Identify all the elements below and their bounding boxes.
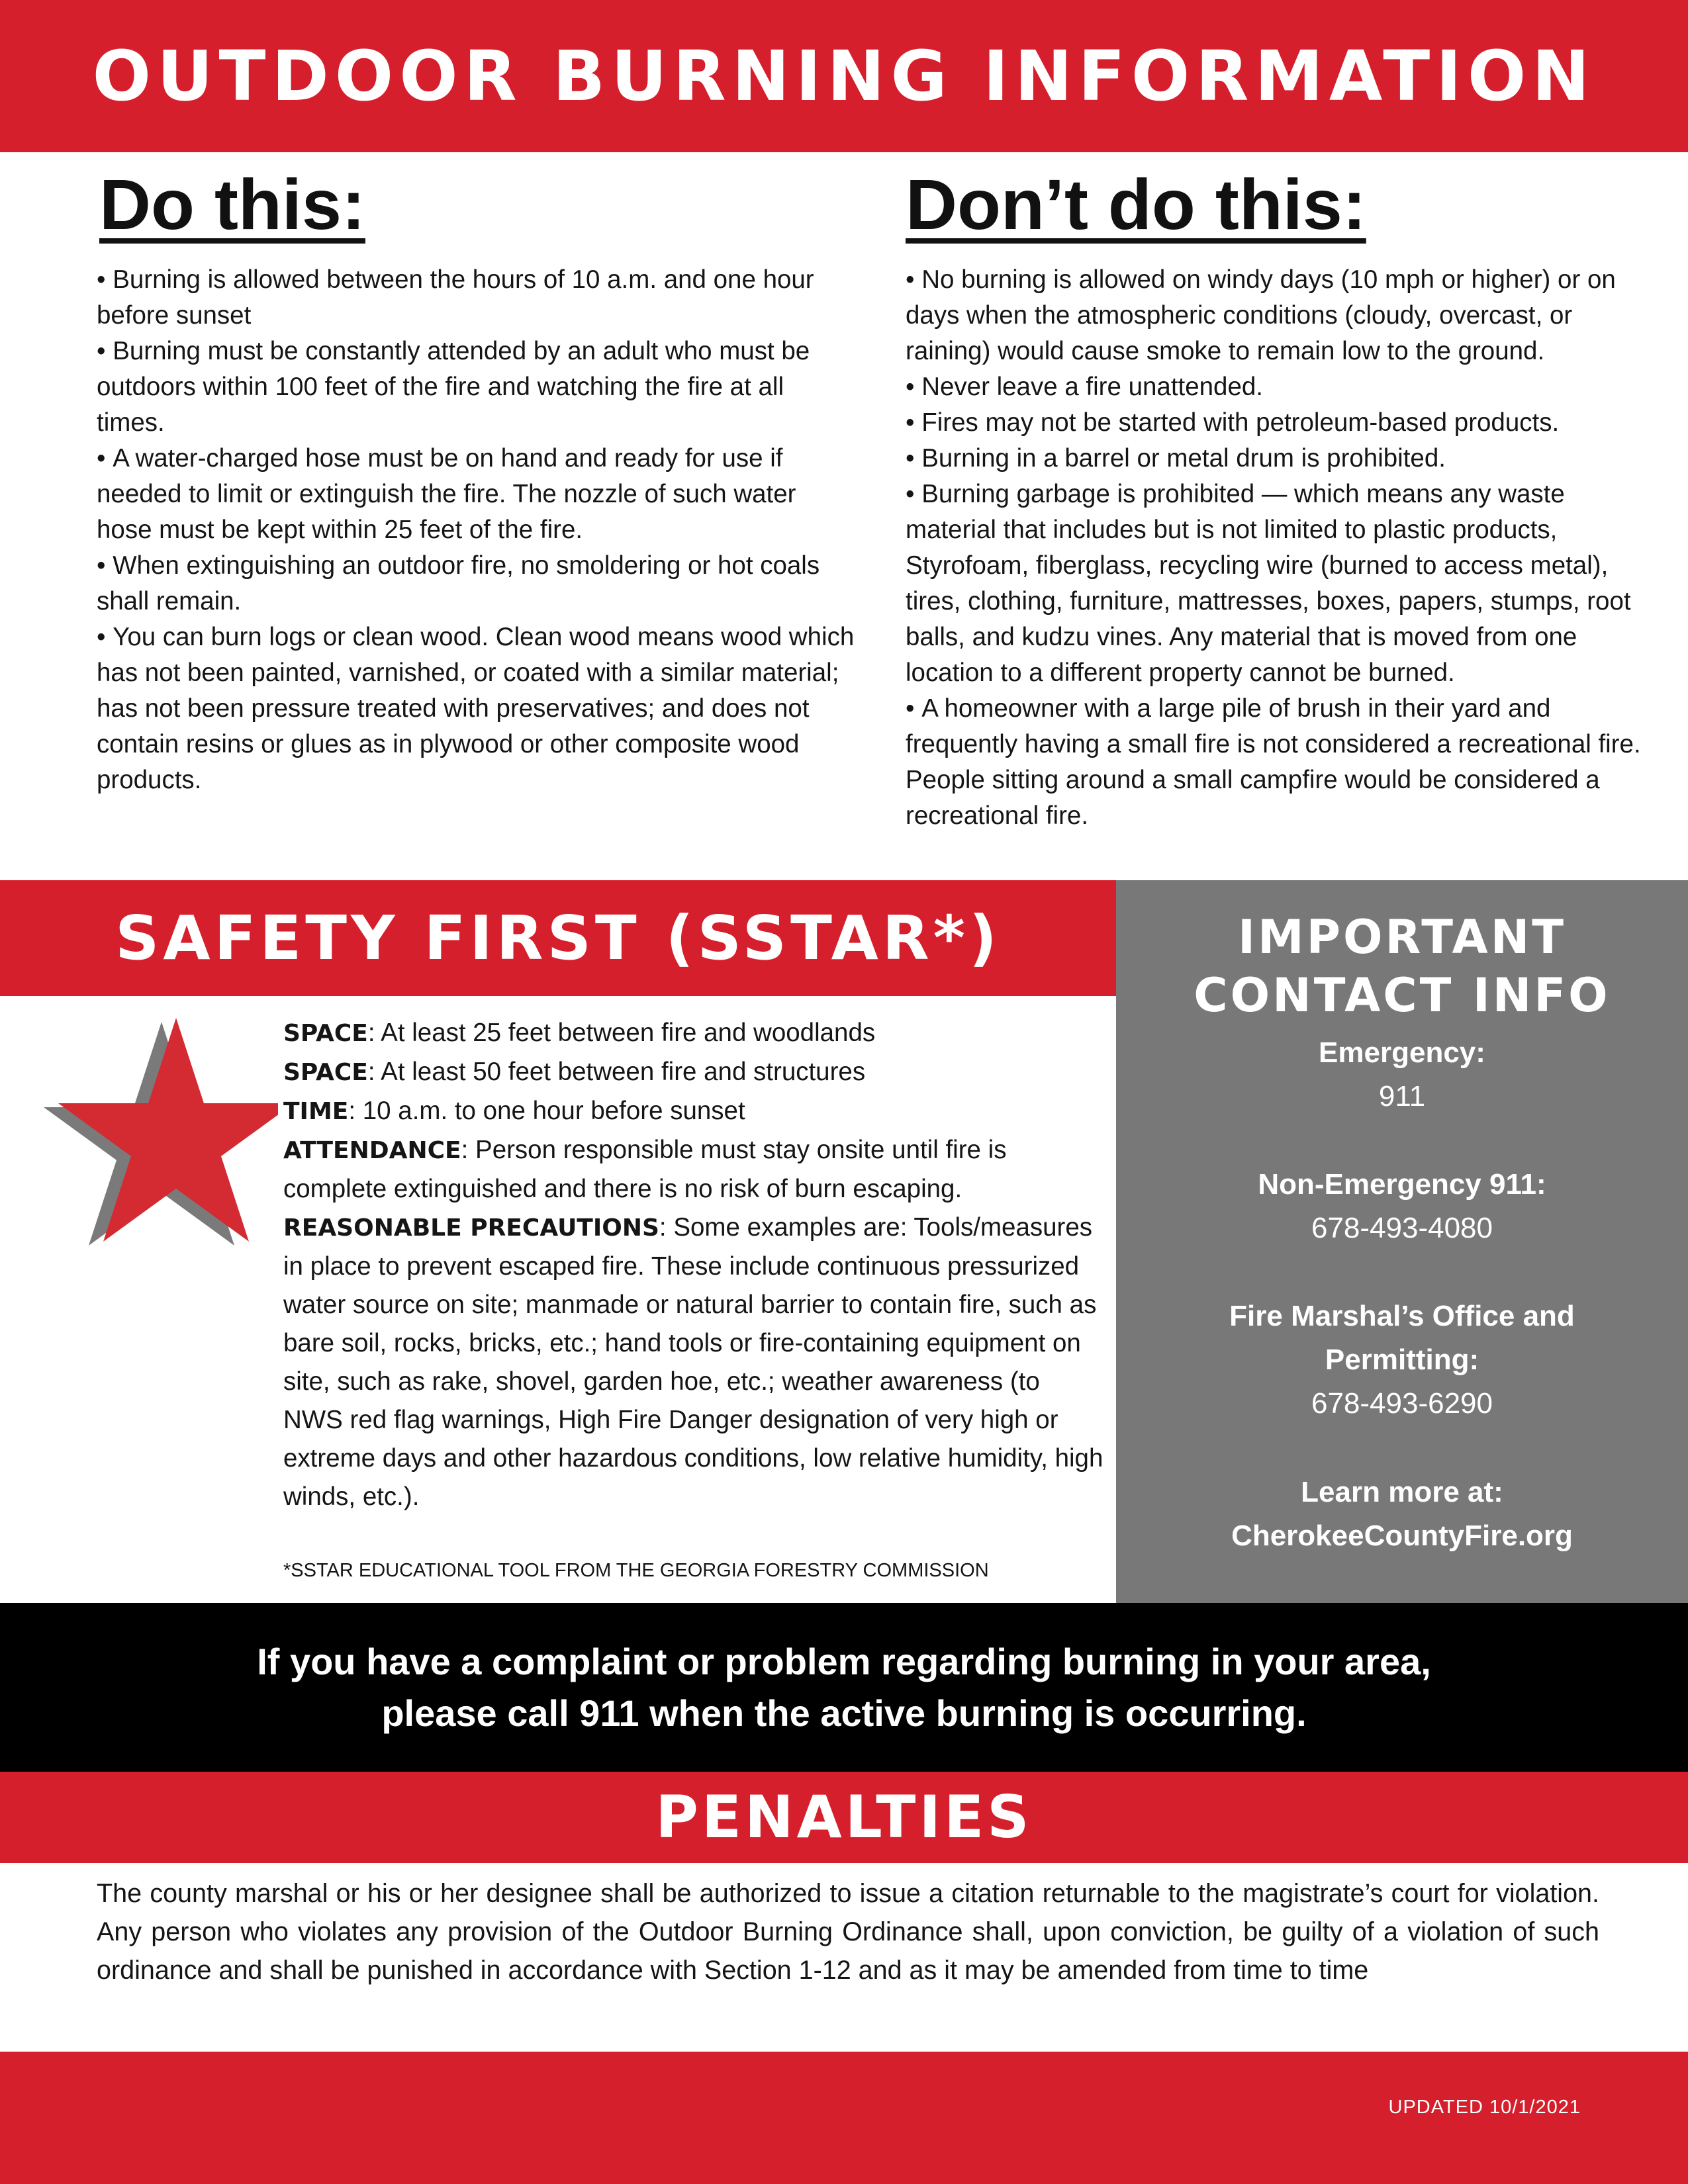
do-this-list [97,262,858,798]
header-banner [0,0,1688,152]
learn-more-label: Learn more at: [1301,1476,1503,1508]
list-item: • You can burn logs or clean wood. Clean wood means wood which has not been painted, varnished, or coated with a similar material; has not been pressure treated with preservatives; and does not contain resins or glues as in plywood or other composite wood products. [97,619,858,798]
list-item: • Burning in a barrel or metal drum is prohibited. [906,441,1660,477]
updated-date: UPDATED 10/1/2021 [1388,2097,1581,2118]
penalties-title: PENALTIES [655,1783,1033,1851]
list-item: • A homeowner with a large pile of brush in their yard and frequently having a small fire is not considered a recreational fire. People sitting around a small campfire would be considered a recreational fire. [906,691,1660,834]
emergency-number: 911 [1378,1080,1426,1113]
sstar-item-precautions: REASONABLE PRECAUTIONS: Some examples are: Tools/measures in place to prevent escaped fire. These include continuous pressurized water source on site; manmade or natural barrier to contain fire, such as bare soil, rocks, bricks, etc.; hand tools or fire-containing equipment on site, such as rake, shovel, garden hoe, etc.; weather awareness (to NWS red flag warnings, High Fire Danger designation of very high or extreme days and other hazardous conditions, low relative humidity, high winds, etc.). [283,1213,1103,1511]
contact-info-title: IMPORTANT CONTACT INFO [1194,910,1611,1023]
dont-do-this-heading: Don’t do this: [906,164,1366,244]
list-item: • No burning is allowed on windy days (10 mph or higher) or on days when the atmospheric conditions (cloudy, overcast, or raining) would cause smoke to remain low to the ground. [906,262,1660,369]
list-item: • Burning is allowed between the hours of 10 a.m. and one hour before sunset [97,262,858,334]
list-item: • When extinguishing an outdoor fire, no smoldering or hot coals shall remain. [97,548,858,619]
sstar-footnote: *SSTAR EDUCATIONAL TOOL FROM THE GEORGIA FORESTRY COMMISSION [283,1560,989,1581]
sstar-item-space-woodlands: SPACE: At least 25 feet between fire and woodlands [283,1019,876,1047]
fire-marshal-label-line2: Permitting: [1325,1343,1479,1376]
list-item: • A water-charged hose must be on hand and ready for use if needed to limit or extinguish the fire. The nozzle of such water hose must be kept within 25 feet of the fire. [97,441,858,548]
penalties-banner [0,1772,1688,1863]
penalties-text: The county marshal or his or her designee shall be authorized to issue a citation returnable to the magistrate’s court for violation. Any person who violates any provision of the Outdoor Burning Ordinance shall, upon conviction, be guilty of a violation of such ordinance and shall be punished in accordance with Section 1-12 and as it may be amended from time to time [97,1879,1599,1985]
fire-marshal-label-line1: Fire Marshal’s Office and [1229,1300,1575,1332]
sstar-item-time: TIME: 10 a.m. to one hour before sunset [283,1097,745,1125]
complaint-line-1: If you have a complaint or problem regarding burning in your area, [257,1640,1431,1682]
complaint-band [0,1603,1688,1772]
dont-do-this-list [906,262,1660,834]
do-this-heading: Do this: [99,164,365,244]
fire-marshal-number: 678-493-6290 [1311,1387,1493,1420]
list-item: • Never leave a fire unattended. [906,369,1660,405]
sstar-item-space-structures: SPACE: At least 50 feet between fire and structures [283,1058,866,1086]
safety-first-banner [0,880,1116,996]
footer-band [0,2052,1688,2184]
complaint-line-2: please call 911 when the active burning is occurring. [381,1692,1307,1734]
list-item: • Burning garbage is prohibited — which means any waste material that includes but is not limited to plastic products, Styrofoam, fiberglass, recycling wire (burned to access metal), tires, clothing, furniture, mattresses, boxes, papers, stumps, root balls, and kudzu vines. Any material that is moved from one location to a different property cannot be burned. [906,477,1660,691]
list-item: • Fires may not be started with petroleum-based products. [906,405,1660,441]
emergency-label: Emergency: [1319,1036,1485,1069]
website-link[interactable]: CherokeeCountyFire.org [1231,1520,1573,1552]
non-emergency-number: 678-493-4080 [1311,1212,1493,1244]
sstar-item-attendance: ATTENDANCE: Person responsible must stay onsite until fire is complete extinguished and there is no risk of burn escaping. [283,1136,1007,1203]
sstar-list [283,1014,1104,1516]
star-icon [40,1016,278,1254]
list-item: • Burning must be constantly attended by an adult who must be outdoors within 100 feet of the fire and watching the fire at all times. [97,334,858,441]
page-title: OUTDOOR BURNING INFORMATION [92,36,1596,116]
safety-first-title: SAFETY FIRST (SSTAR*) [115,902,1001,974]
contact-info-panel [1116,880,1688,1603]
non-emergency-label: Non-Emergency 911: [1258,1168,1546,1201]
